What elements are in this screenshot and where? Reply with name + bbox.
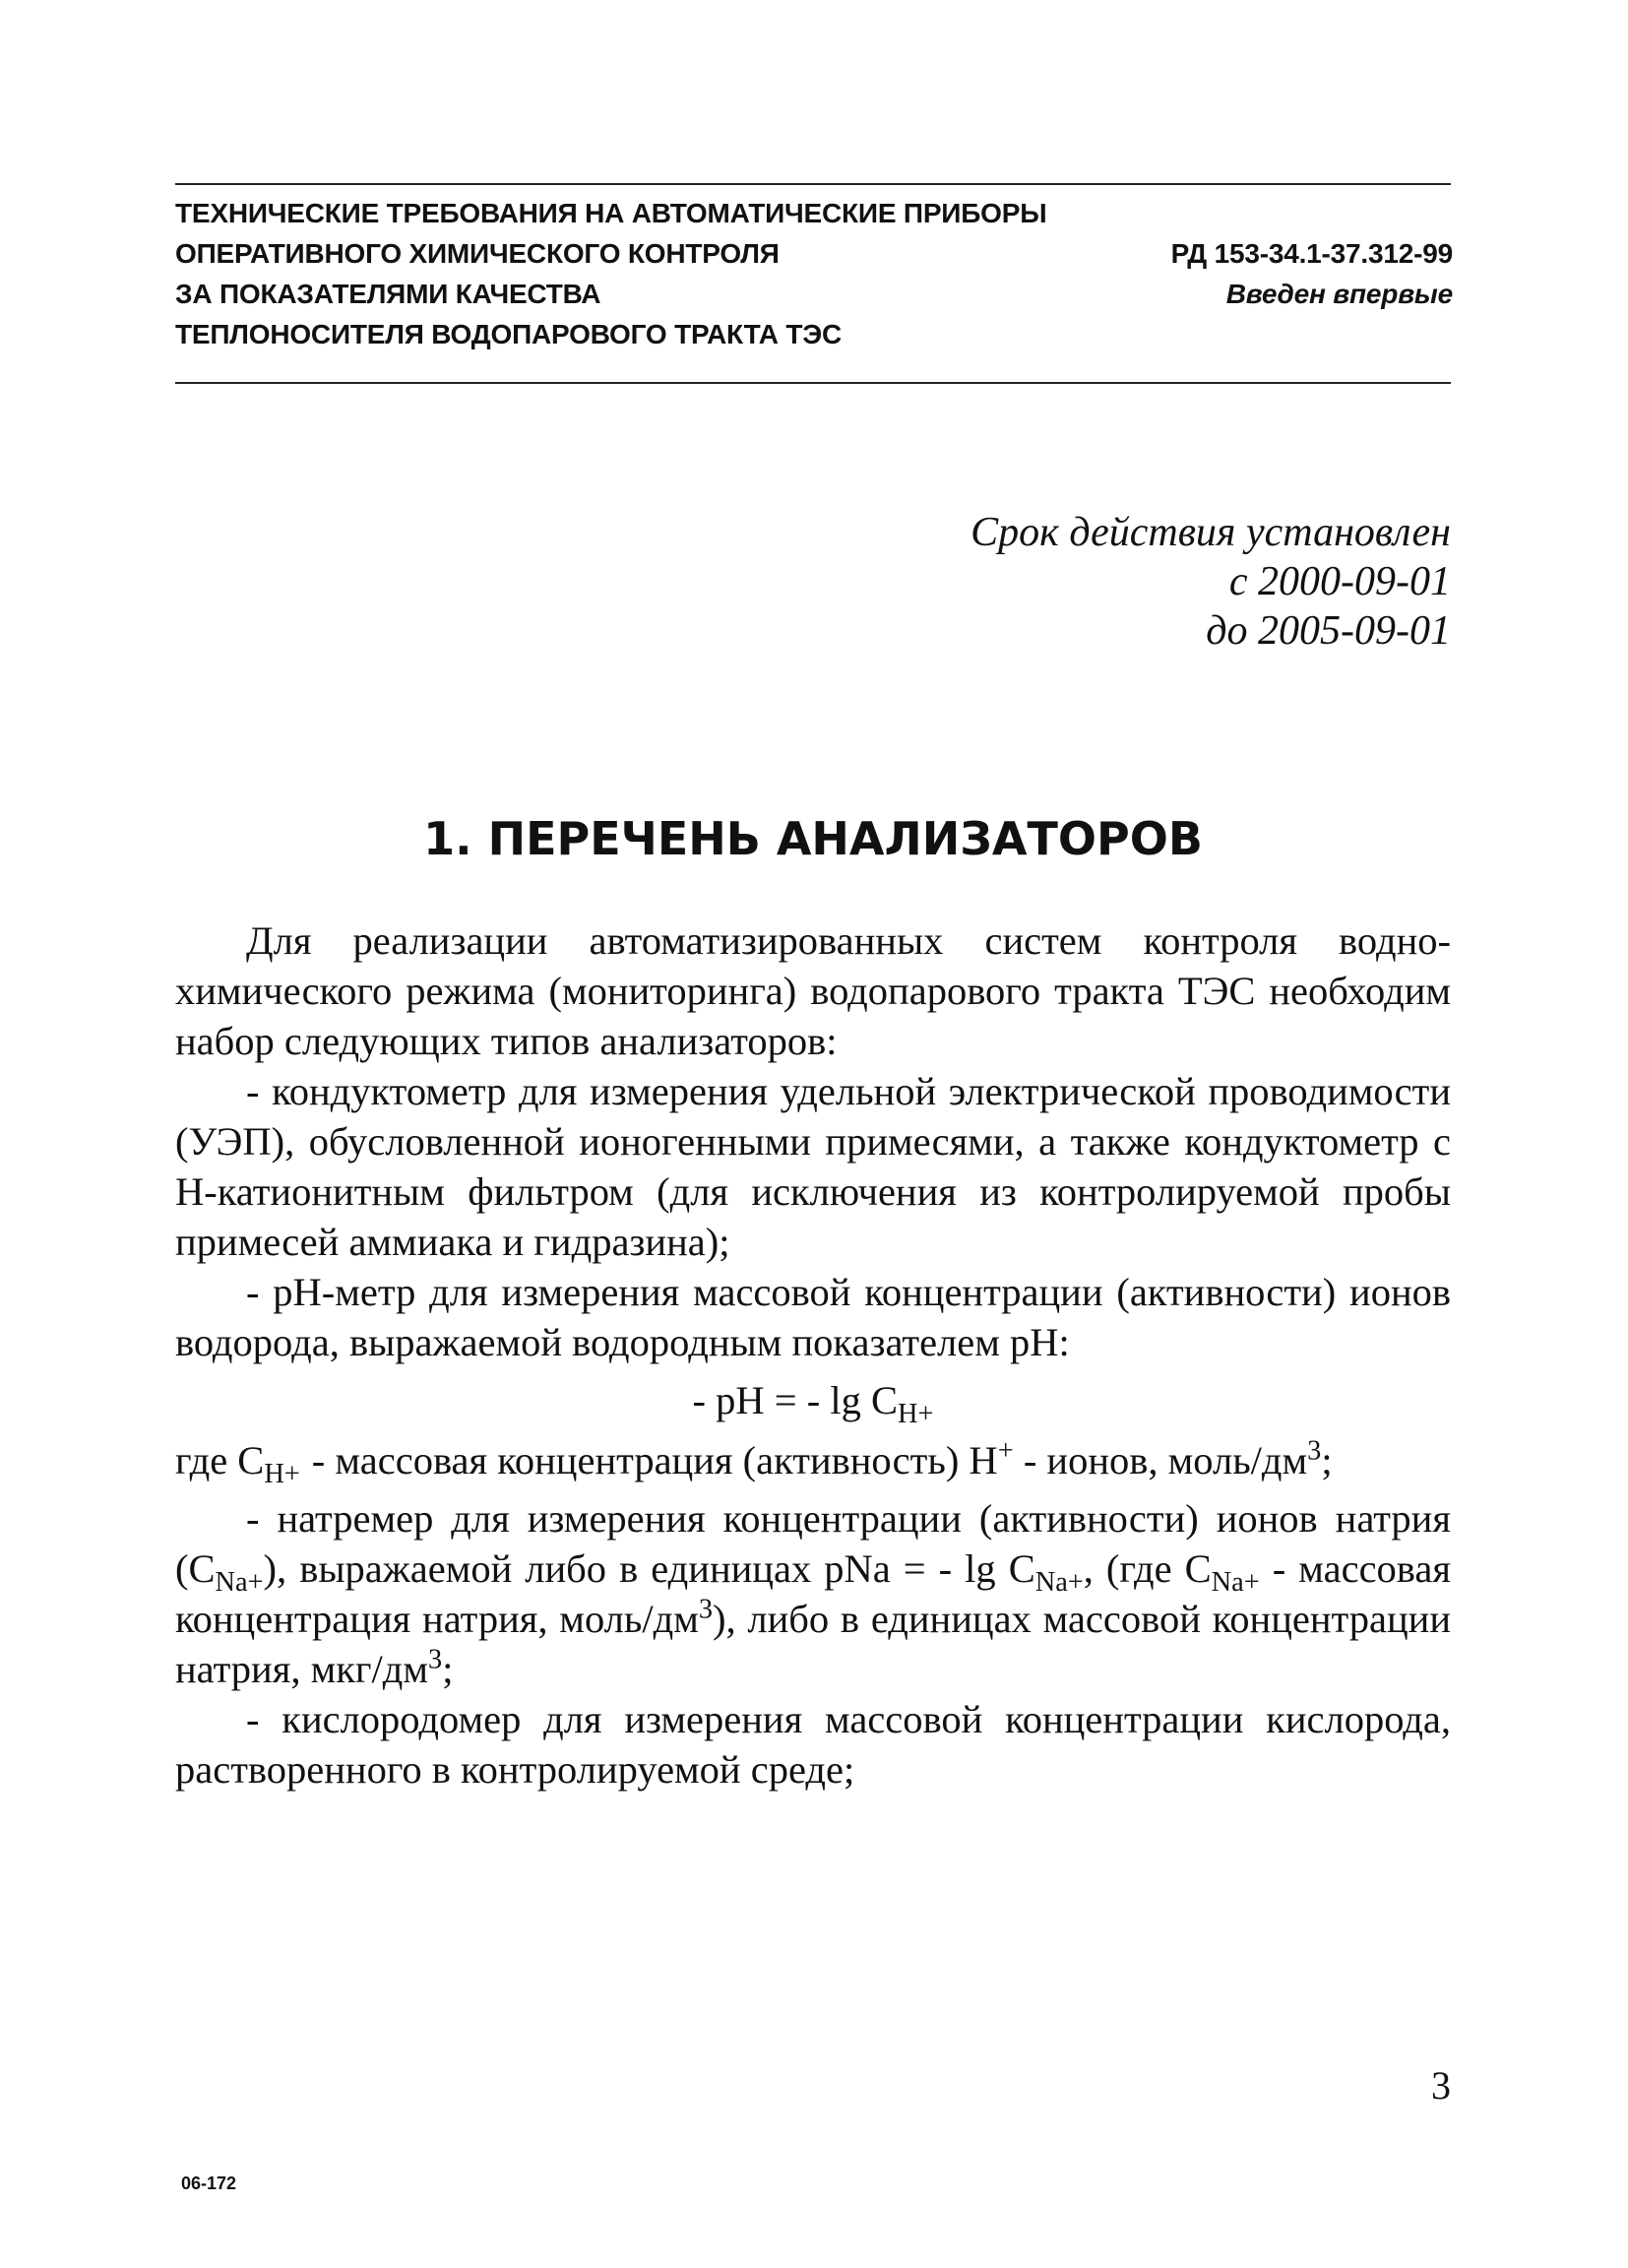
where-text: - массовая концентрация (активность) Н — [311, 1438, 998, 1482]
section-heading: 1. ПЕРЕЧЕНЬ АНАЛИЗАТОРОВ — [423, 812, 1203, 865]
where-text-unit: - ионов, моль/дм — [1013, 1438, 1308, 1482]
where-unit-superscript: 3 — [1307, 1435, 1322, 1467]
natremer-superscript: 3 — [698, 1594, 713, 1625]
body-text — [175, 915, 1451, 1795]
document-title-line: ЗА ПОКАЗАТЕЛЯМИ КАЧЕСТВА — [175, 279, 601, 309]
natremer-text: ; — [442, 1647, 454, 1691]
validity-end: до 2005-09-01 — [1206, 608, 1451, 654]
header-top-rule — [175, 183, 1451, 185]
validity-start: с 2000-09-01 — [1228, 559, 1451, 604]
document-title-line: ТЕХНИЧЕСКИЕ ТРЕБОВАНИЯ НА АВТОМАТИЧЕСКИЕ ПРИБОРЫ — [175, 198, 1047, 228]
ph-meter-item: - рН-метр для измерения массовой концентрации (активности) ионов водорода, выражаемой водородным показателем рН: — [175, 1270, 1451, 1364]
natremer-text: - массовая концентрация натрия, моль/дм — [175, 1546, 1451, 1641]
ph-formula — [175, 1375, 1451, 1430]
natremer-subscript: Na+ — [1034, 1567, 1084, 1599]
print-code: 06-172 — [181, 2174, 237, 2193]
natremer-text: - натремер для измерения концентрации (активности) ионов натрия (C — [175, 1496, 1451, 1591]
document-title — [175, 193, 1100, 354]
document-code: РД 153-34.1-37.312-99 — [1170, 238, 1453, 269]
where-label-text: где C — [175, 1438, 265, 1482]
natremer-item — [175, 1493, 1451, 1694]
natremer-text: , (где C — [1083, 1546, 1212, 1591]
where-label — [175, 1435, 300, 1490]
formula-main: - рН = - lg C — [692, 1378, 898, 1422]
oxygen-meter-item: - кислородомер для измерения массовой концентрации кислорода, растворенного в контролируемой среде; — [175, 1697, 1451, 1792]
natremer-subscript: Na+ — [1211, 1567, 1260, 1599]
conductometer-item: - кондуктометр для измерения удельной электрической проводимости (УЭП), обусловленной ионогенными примесями, а также кондуктометр с Н-катионитным фильтром (для исключения из контролируемой пробы примесей аммиака и гидразина); — [175, 1069, 1451, 1264]
natremer-superscript: 3 — [428, 1644, 443, 1675]
where-description — [312, 1435, 1451, 1485]
document-title-line: ТЕПЛОНОСИТЕЛЯ ВОДОПАРОВОГО ТРАКТА ТЭС — [175, 319, 842, 349]
formula-subscript: H+ — [897, 1399, 934, 1430]
natremer-text: ), либо в единицах массовой концентрации натрия, мкг/дм — [175, 1597, 1451, 1691]
header-bottom-rule — [175, 382, 1451, 384]
intro-paragraph: Для реализации автоматизированных систем контроля водно-химического режима (мониторинга) водопарового тракта ТЭС необходим набор следующих типов анализаторов: — [175, 918, 1451, 1063]
natremer-subscript: Na+ — [215, 1567, 264, 1599]
formula-definition — [175, 1435, 1451, 1490]
validity-line: Срок действия установлен — [971, 510, 1451, 555]
document-title-line: ОПЕРАТИВНОГО ХИМИЧЕСКОГО КОНТРОЛЯ — [175, 238, 780, 269]
natremer-text: ), выражаемой либо в единицах pNa = - lg C — [263, 1546, 1035, 1591]
where-superscript: + — [997, 1435, 1014, 1467]
where-text-end: ; — [1321, 1438, 1333, 1482]
introduced-note: Введен впервые — [1225, 279, 1453, 309]
page-number: 3 — [1431, 2063, 1451, 2108]
where-label-subscript: H+ — [264, 1459, 300, 1490]
validity-period — [689, 508, 1451, 656]
